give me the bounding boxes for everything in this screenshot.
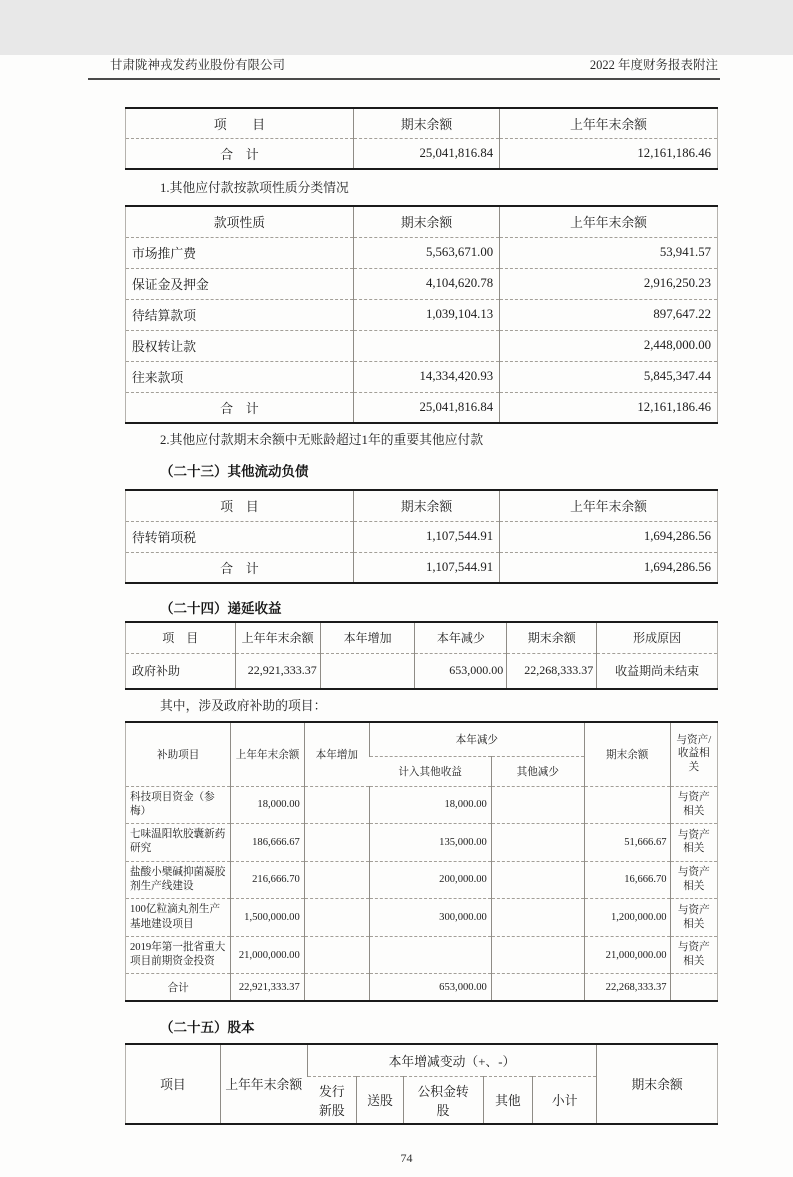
cell-prev: 1,694,286.56	[500, 552, 718, 583]
cell-decrease-income: 18,000.00	[369, 786, 491, 824]
cell-decrease-income: 653,000.00	[369, 974, 491, 1001]
column-header-new-shares: 发行新股	[307, 1076, 357, 1124]
column-header-change-group: 本年增减变动（+、-）	[307, 1044, 596, 1077]
column-header-ending: 期末余额	[353, 108, 499, 139]
column-header-item: 项 目	[126, 108, 354, 139]
cell-prev: 1,694,286.56	[500, 521, 718, 552]
section-heading-24: （二十四）递延收益	[160, 601, 282, 616]
row-label: 待转销项税	[126, 521, 354, 552]
cell-decrease-other	[491, 786, 584, 824]
table-row	[126, 861, 718, 899]
subsidy-intro: 其中，涉及政府补助的项目：	[160, 699, 327, 713]
table-row	[126, 653, 718, 689]
cell-decrease-other	[491, 899, 584, 937]
column-header-item: 项目	[126, 1044, 221, 1124]
column-header-item: 项 目	[126, 490, 354, 521]
column-header-project: 补助项目	[126, 722, 231, 786]
cell-project: 科技项目资金（参梅）	[126, 786, 231, 824]
cell-prev: 22,921,333.37	[231, 974, 304, 1001]
cell-increase	[304, 824, 369, 862]
cell-ending: 22,268,333.37	[584, 974, 670, 1001]
cell-ending: 1,107,544.91	[353, 552, 499, 583]
column-header-prev: 上年年末余额	[220, 1044, 307, 1124]
cell-ending: 16,666.70	[584, 861, 670, 899]
row-label: 合 计	[220, 561, 259, 576]
cell-prev: 12,161,186.46	[500, 392, 718, 423]
cell-ending	[584, 786, 670, 824]
cell-decrease-other	[491, 974, 584, 1001]
cell-relation: 与资产相关	[670, 861, 717, 899]
column-header-ending: 期末余额	[353, 490, 499, 521]
header-row	[126, 622, 718, 653]
table-row	[126, 268, 718, 299]
table-deferred-income	[125, 621, 718, 690]
cell-relation: 与资产相关	[670, 824, 717, 862]
cell-ending: 14,334,420.93	[353, 361, 499, 392]
column-header-relation: 与资产/收益相关	[670, 722, 717, 786]
column-header-prev: 上年年末余额	[500, 490, 718, 521]
column-header-subtotal: 小计	[533, 1076, 597, 1124]
cell-decrease-other	[491, 936, 584, 974]
cell-increase	[304, 974, 369, 1001]
column-header-reason: 形成原因	[597, 622, 718, 653]
row-label: 股权转让款	[126, 330, 354, 361]
cell-prev: 1,500,000.00	[231, 899, 304, 937]
cell-project: 2019年第一批省重大项目前期资金投资	[126, 936, 231, 974]
page-number: 74	[400, 1150, 413, 1165]
row-label: 往来款项	[126, 361, 354, 392]
cell-ending: 21,000,000.00	[584, 936, 670, 974]
cell-ending: 1,200,000.00	[584, 899, 670, 937]
table-row	[126, 824, 718, 862]
cell-ending: 1,107,544.91	[353, 521, 499, 552]
cell-prev: 21,000,000.00	[231, 936, 304, 974]
header-row	[126, 490, 718, 521]
table-row	[126, 330, 718, 361]
table-row	[126, 237, 718, 268]
table-row-total	[126, 392, 718, 423]
cell-prev: 18,000.00	[231, 786, 304, 824]
cell-ending: 25,041,816.84	[353, 392, 499, 423]
column-header-increase: 本年增加	[320, 622, 415, 653]
cell-decrease-income: 135,000.00	[369, 824, 491, 862]
row-label: 待结算款项	[126, 299, 354, 330]
cell-increase	[304, 936, 369, 974]
cell-reason: 收益期尚未结束	[597, 653, 718, 689]
table-row-total	[126, 139, 718, 170]
table-row	[126, 899, 718, 937]
table-row	[126, 936, 718, 974]
column-header-decrease: 本年减少	[415, 622, 507, 653]
cell-relation: 与资产相关	[670, 936, 717, 974]
table-payables-by-nature	[125, 205, 718, 424]
column-header-prev: 上年年末余额	[500, 108, 718, 139]
cell-prev: 186,666.67	[231, 824, 304, 862]
row-label: 市场推广费	[126, 237, 354, 268]
cell-prev: 5,845,347.44	[500, 361, 718, 392]
cell-decrease-other	[491, 824, 584, 862]
header-row	[126, 206, 718, 237]
section-heading-23: （二十三）其他流动负债	[160, 464, 309, 479]
note-1: 1.其他应付款按款项性质分类情况	[160, 181, 349, 195]
table-row	[126, 786, 718, 824]
table-row	[126, 521, 718, 552]
column-header-prev: 上年年末余额	[500, 206, 718, 237]
table-other-current-liabilities	[125, 489, 718, 584]
table-subsidy-projects	[125, 721, 718, 1002]
column-header-nature: 款项性质	[126, 206, 354, 237]
column-header-bonus-shares: 送股	[357, 1076, 403, 1124]
column-header-reserve-transfer: 公积金转股	[403, 1076, 483, 1124]
row-label: 合 计	[220, 401, 259, 416]
cell-project: 盐酸小檗碱抑菌凝胶剂生产线建设	[126, 861, 231, 899]
cell-project: 100亿粒滴丸剂生产基地建设项目	[126, 899, 231, 937]
cell-relation: 与资产相关	[670, 786, 717, 824]
row-label: 保证金及押金	[126, 268, 354, 299]
cell-increase	[304, 786, 369, 824]
column-header-decrease-income: 计入其他收益	[369, 756, 491, 786]
cell-project: 七味温阳软胶囊新药研究	[126, 824, 231, 862]
column-header-other: 其他	[483, 1076, 533, 1124]
cell-prev: 12,161,186.46	[500, 139, 718, 170]
table-other-payables-total	[125, 107, 718, 170]
cell-prev: 216,666.70	[231, 861, 304, 899]
column-header-ending: 期末余额	[507, 622, 597, 653]
column-header-ending: 期末余额	[353, 206, 499, 237]
cell-ending	[353, 330, 499, 361]
cell-increase	[304, 899, 369, 937]
company-name: 甘肃陇神戎发药业股份有限公司	[110, 58, 286, 72]
cell-ending: 51,666.67	[584, 824, 670, 862]
header-row	[126, 108, 718, 139]
column-header-ending: 期末余额	[584, 722, 670, 786]
row-label: 合 计	[220, 148, 259, 162]
table-row	[126, 361, 718, 392]
cell-prev: 2,916,250.23	[500, 268, 718, 299]
column-header-item: 项 目	[126, 622, 236, 653]
cell-project: 合计	[167, 982, 189, 994]
column-header-increase: 本年增加	[304, 722, 369, 786]
cell-increase	[304, 861, 369, 899]
row-label: 政府补助	[132, 664, 181, 679]
cell-increase	[320, 653, 415, 689]
cell-decrease-income	[369, 936, 491, 974]
cell-prev: 22,921,333.37	[235, 653, 320, 689]
cell-ending: 25,041,816.84	[353, 139, 499, 170]
cell-ending: 5,563,671.00	[353, 237, 499, 268]
page-header	[88, 55, 720, 80]
table-row-total	[126, 552, 718, 583]
table-row-total	[126, 974, 718, 1001]
cell-relation	[670, 974, 717, 1001]
header-row-top	[126, 1044, 718, 1077]
header-row-top	[126, 722, 718, 756]
cell-ending: 1,039,104.13	[353, 299, 499, 330]
column-header-decrease-other: 其他减少	[491, 756, 584, 786]
cell-prev: 897,647.22	[500, 299, 718, 330]
page-content	[125, 107, 718, 1166]
report-title: 2022 年度财务报表附注	[589, 58, 718, 72]
cell-decrease-income: 200,000.00	[369, 861, 491, 899]
column-header-decrease-group: 本年减少	[369, 722, 584, 756]
document-page	[0, 55, 793, 1177]
cell-decrease: 653,000.00	[415, 653, 507, 689]
cell-relation: 与资产相关	[670, 899, 717, 937]
column-header-prev: 上年年末余额	[235, 622, 320, 653]
table-row	[126, 299, 718, 330]
cell-prev: 2,448,000.00	[500, 330, 718, 361]
cell-decrease-income: 300,000.00	[369, 899, 491, 937]
cell-decrease-other	[491, 861, 584, 899]
cell-ending: 4,104,620.78	[353, 268, 499, 299]
section-heading-25: （二十五）股本	[160, 1019, 255, 1035]
column-header-ending: 期末余额	[597, 1044, 718, 1124]
note-2: 2.其他应付款期末余额中无账龄超过1年的重要其他应付款	[160, 433, 484, 447]
column-header-prev: 上年年末余额	[231, 722, 304, 786]
table-share-capital	[125, 1043, 718, 1125]
cell-ending: 22,268,333.37	[507, 653, 597, 689]
cell-prev: 53,941.57	[500, 237, 718, 268]
